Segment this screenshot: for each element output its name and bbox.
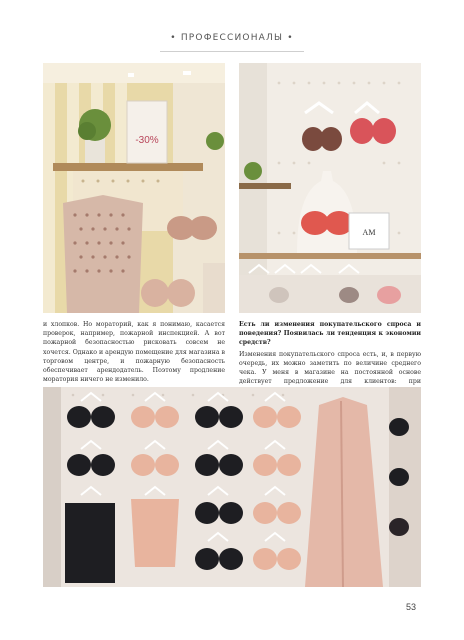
brand-tag-text: AM xyxy=(362,228,376,237)
photo-lingerie-wall-image xyxy=(43,387,421,587)
left-column-text xyxy=(43,320,225,384)
section-header: • ПРОФЕССИОНАЛЫ • xyxy=(170,33,294,43)
page-number: 53 xyxy=(405,602,416,612)
right-paragraph: Изменения покупательского спроса есть, и, в первую очередь, их можно заметить по величине среднего чека. У меня в магазине на постоянной основе действует предложение для клиентов: при xyxy=(239,350,421,386)
left-paragraph: и хлопков. Но мораторий, как я понимаю, касается проверок, например, пожарной инспекцией. А вот пожарной безопасностью рисковать совсем не хочется. Однако и арендую помещение для магазина в торговом центре, и пожарную безопасность обеспечивает арендодатель. Поэтому продление моратория ничего не изменило. xyxy=(43,321,225,384)
photo-mannequin-pegboard xyxy=(239,63,421,313)
header-divider xyxy=(160,51,304,52)
photo-shop-shelf xyxy=(43,63,225,313)
photo-lingerie-wall xyxy=(43,387,421,587)
photo-shop-shelf-image xyxy=(43,63,225,313)
interview-question: Есть ли изменения покупательского спроса и поведения? Появилась ли тенденция к экономии средств? xyxy=(239,321,421,347)
sale-sign-text: -30% xyxy=(135,135,159,146)
right-column-text xyxy=(239,320,421,396)
photo-mannequin-image xyxy=(239,63,421,313)
